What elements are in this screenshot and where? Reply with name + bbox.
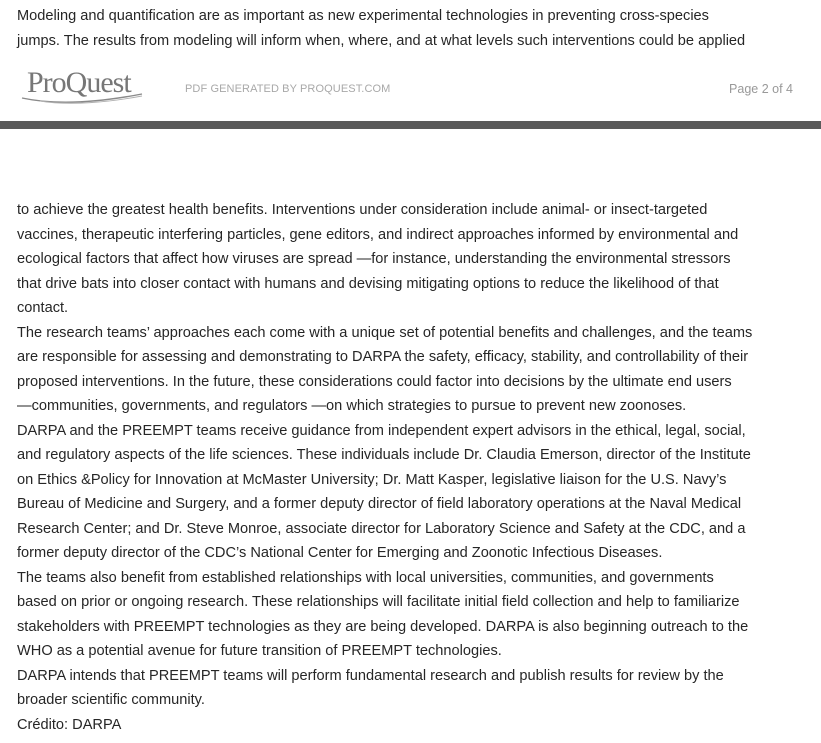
text-line: on Ethics &Policy for Innovation at McMaster University; Dr. Matt Kasper, legislative liaison for the U.S. Navy’s — [17, 471, 727, 488]
text-line: former deputy director of the CDC’s National Center for Emerging and Zoonotic Infectious Diseases. — [17, 545, 663, 561]
text-line: stakeholders with PREEMPT technologies as they are being developed. DARPA is also beginning outreach to the — [17, 618, 749, 635]
text-line: Modeling and quantification are as important as new experimental technologies in preventing cross-species — [17, 8, 709, 24]
text-line: that drive bats into closer contact with humans and devising mitigating options to reduce the likelihood of that — [17, 275, 719, 292]
credit-line: Crédito: DARPA — [17, 716, 122, 733]
page-footer — [0, 56, 821, 120]
text-line: are responsible for assessing and demonstrating to DARPA the safety, efficacy, stability, and controllability of their — [17, 349, 749, 365]
text-line: vaccines, therapeutic interfering particles, gene editors, and indirect approaches informed by environmental and — [17, 226, 739, 243]
text-line: based on prior or ongoing research. These relationships will facilitate initial field collection and help to familiarize — [17, 594, 740, 610]
text-line: DARPA and the PREEMPT teams receive guidance from independent expert advisors in the ethical, legal, social, — [17, 422, 746, 439]
proquest-logo — [20, 66, 145, 106]
previous-page-text — [17, 4, 817, 53]
logo-wordmark: ProQuest — [27, 66, 131, 99]
article-body — [17, 198, 817, 737]
text-line: proposed interventions. In the future, these considerations could factor into decisions by the ultimate end users — [17, 373, 732, 390]
pdf-generated-label: PDF GENERATED BY PROQUEST.COM — [185, 83, 391, 95]
footer-divider — [0, 121, 821, 129]
text-line: The teams also benefit from established relationships with local universities, communities, and governments — [17, 569, 714, 586]
text-line: ecological factors that affect how viruses are spread —for instance, understanding the environmental stressors — [17, 251, 731, 267]
text-line: Bureau of Medicine and Surgery, and a former deputy director of field laboratory operations at the Naval Medical — [17, 496, 742, 512]
logo-swoosh-icon — [20, 84, 145, 106]
page-number: Page 2 of 4 — [729, 82, 793, 96]
text-line: broader scientific community. — [17, 692, 205, 708]
text-line: contact. — [17, 300, 69, 316]
text-line: —communities, governments, and regulators —on which strategies to pursue to prevent new zoonoses. — [17, 398, 687, 414]
text-line: and regulatory aspects of the life sciences. These individuals include Dr. Claudia Emerson, director of the Institute — [17, 447, 751, 463]
text-line: The research teams’ approaches each come with a unique set of potential benefits and challenges, and the teams — [17, 324, 753, 341]
text-line: jumps. The results from modeling will inform when, where, and at what levels such interventions could be applied — [17, 32, 746, 49]
text-line: Research Center; and Dr. Steve Monroe, associate director for Laboratory Science and Safety at the CDC, and a — [17, 520, 746, 537]
text-line: WHO as a potential avenue for future transition of PREEMPT technologies. — [17, 643, 502, 659]
text-line: to achieve the greatest health benefits. Interventions under consideration include animal- or insect-targeted — [17, 202, 708, 218]
text-line: DARPA intends that PREEMPT teams will perform fundamental research and publish results for review by the — [17, 667, 724, 684]
